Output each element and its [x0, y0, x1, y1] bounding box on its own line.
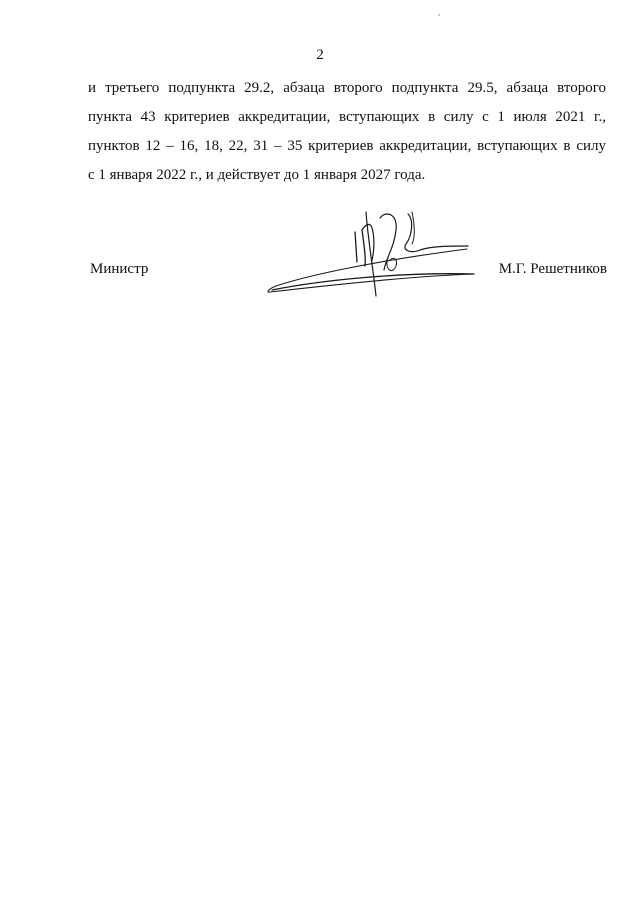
paragraph-line: пунктов 12 – 16, 18, 22, 31 – 35 критериев аккредитации, вступающих в силу: [88, 138, 606, 154]
signatory-position: Министр: [90, 261, 149, 277]
page-number: 2: [316, 47, 324, 63]
paragraph-line: и третьего подпункта 29.2, абзаца второго подпункта 29.5, абзаца второго: [88, 80, 606, 96]
handwritten-signature-icon: [262, 200, 484, 300]
body-paragraph: [88, 74, 606, 190]
paragraph-line: с 1 января 2022 г., и действует до 1 января 2027 года.: [88, 167, 426, 183]
paragraph-line: пункта 43 критериев аккредитации, вступающих в силу с 1 июля 2021 г.,: [88, 109, 606, 125]
scan-artifact: [438, 14, 440, 16]
signatory-name: М.Г. Решетников: [498, 261, 607, 277]
